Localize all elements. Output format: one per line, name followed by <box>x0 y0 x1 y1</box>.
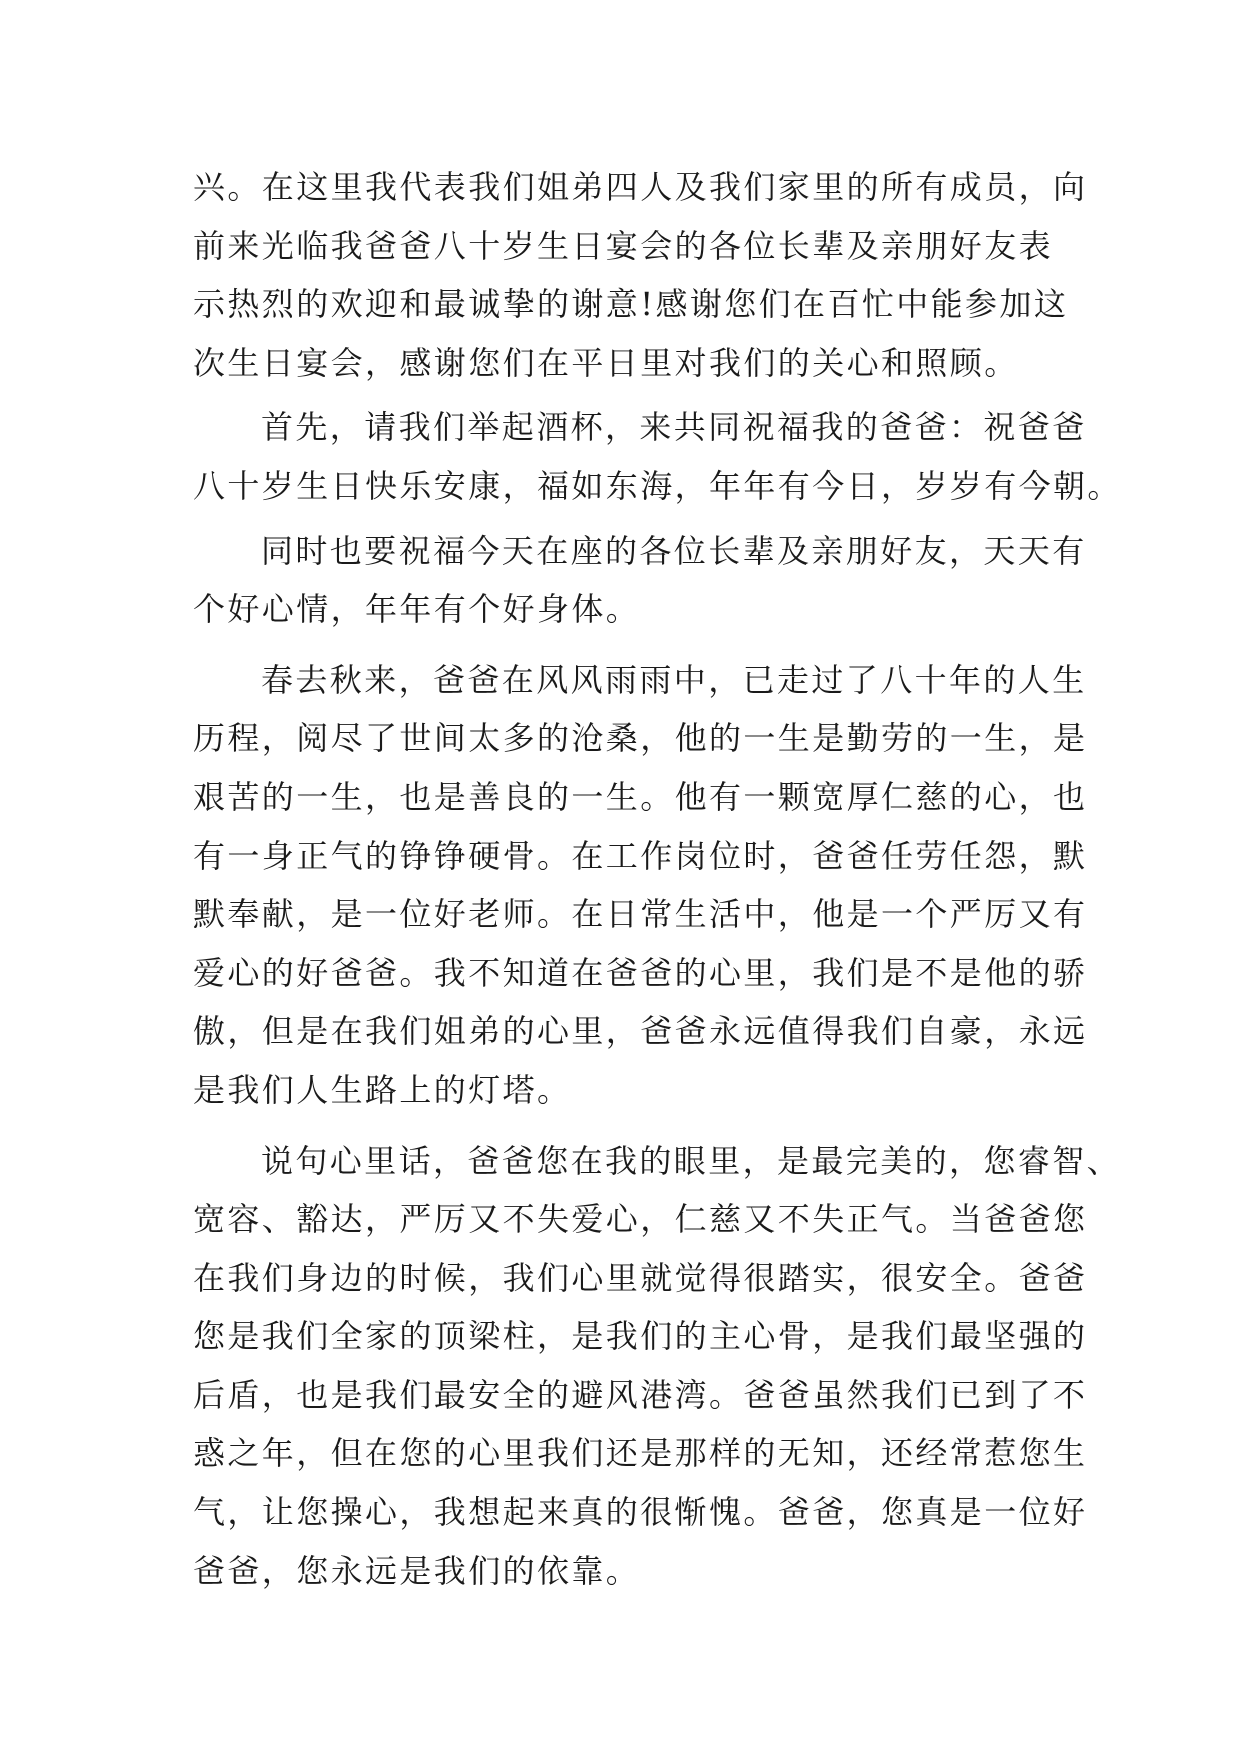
text-line: 宽容、豁达，严厉又不失爱心，仁慈又不失正气。当爸爸您 <box>193 1200 1088 1239</box>
text-line: 后盾，也是我们最安全的避风港湾。爸爸虽然我们已到了不 <box>193 1375 1088 1414</box>
text-line: 傲，但是在我们姐弟的心里，爸爸永远值得我们自豪，永远 <box>193 1012 1088 1051</box>
text-line: 气，让您操心，我想起来真的很惭愧。爸爸，您真是一位好 <box>193 1493 1088 1532</box>
paragraph <box>193 398 1122 515</box>
paragraph <box>193 1132 1122 1601</box>
paragraph <box>193 522 1087 639</box>
text-line: 八十岁生日快乐安康，福如东海，年年有今日，岁岁有今朝。 <box>193 466 1122 505</box>
text-line: 说句心里话，爸爸您在我的眼里，是最完美的，您睿智、 <box>261 1141 1122 1180</box>
paragraph <box>193 158 1088 392</box>
text-line: 是我们人生路上的灯塔。 <box>193 1070 572 1109</box>
text-line: 个好心情，年年有个好身体。 <box>193 590 641 629</box>
text-line: 艰苦的一生，也是善良的一生。他有一颗宽厚仁慈的心，也 <box>193 777 1088 816</box>
text-line: 您是我们全家的顶梁柱，是我们的主心骨，是我们最坚强的 <box>193 1317 1088 1356</box>
text-line: 首先，请我们举起酒杯，来共同祝福我的爸爸：祝爸爸 <box>261 408 1087 447</box>
text-line: 兴。在这里我代表我们姐弟四人及我们家里的所有成员，向 <box>193 168 1088 206</box>
text-line: 在我们身边的时候，我们心里就觉得很踏实，很安全。爸爸 <box>193 1258 1088 1297</box>
text-line: 爸爸，您永远是我们的依靠。 <box>193 1551 641 1590</box>
text-line: 默奉献，是一位好老师。在日常生活中，他是一个严厉又有 <box>193 895 1088 934</box>
text-line: 示热烈的欢迎和最诚挚的谢意!感谢您们在百忙中能参加这 <box>193 285 1069 324</box>
text-line: 惑之年，但在您的心里我们还是那样的无知，还经常惹您生 <box>193 1434 1088 1473</box>
text-line: 历程，阅尽了世间太多的沧桑，他的一生是勤劳的一生，是 <box>193 719 1088 758</box>
text-line: 同时也要祝福今天在座的各位长辈及亲朋好友，天天有 <box>261 531 1087 570</box>
text-line: 春去秋来，爸爸在风风雨雨中，已走过了八十年的人生 <box>261 660 1087 699</box>
text-line: 爱心的好爸爸。我不知道在爸爸的心里，我们是不是他的骄 <box>193 953 1088 992</box>
text-line: 次生日宴会，感谢您们在平日里对我们的关心和照顾。 <box>193 343 1019 382</box>
document-body <box>193 158 1122 1600</box>
paragraph <box>193 651 1088 1120</box>
text-line: 前来光临我爸爸八十岁生日宴会的各位长辈及亲朋好友表 <box>193 226 1054 265</box>
text-line: 有一身正气的铮铮硬骨。在工作岗位时，爸爸任劳任怨，默 <box>193 836 1088 875</box>
